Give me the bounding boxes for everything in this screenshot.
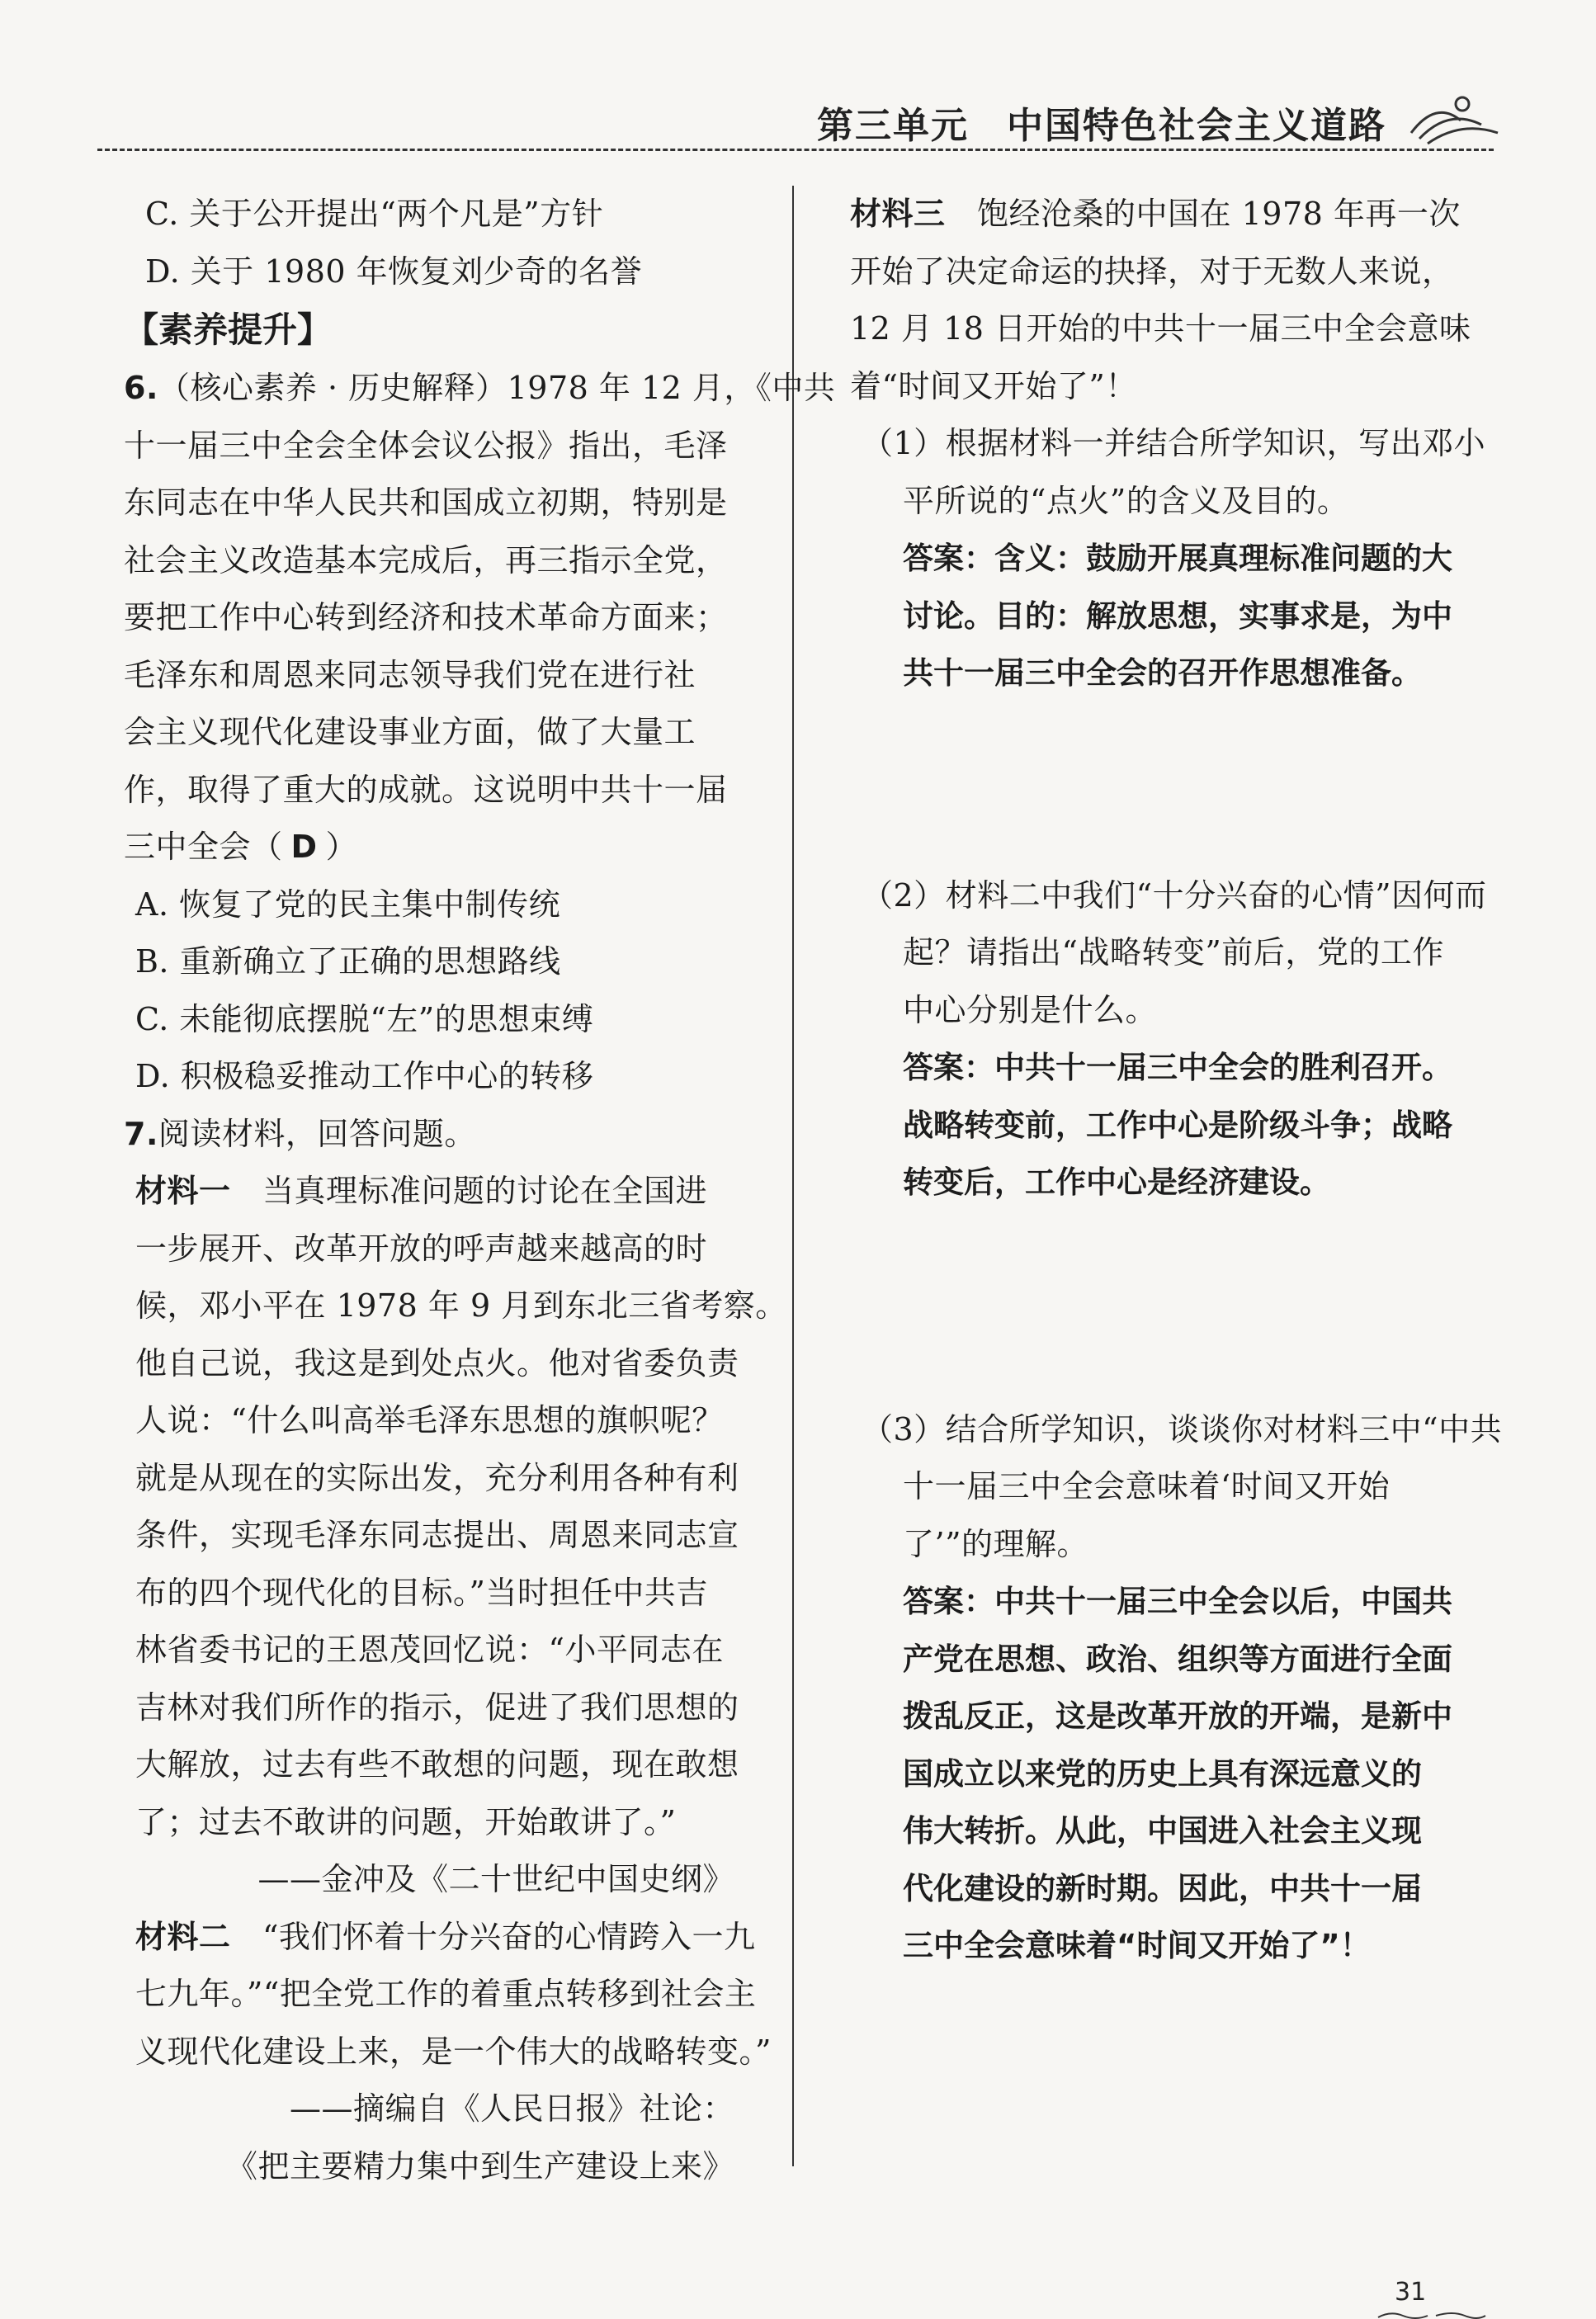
sub1-answer: 讨论。目的：解放思想，实事求是，为中 [903, 597, 1452, 634]
page-number: 31 [1395, 2278, 1427, 2307]
material-2-source: 《把主要精力集中到生产建设上来》 [225, 2147, 734, 2184]
material-2-line: 义现代化建设上来，是一个伟大的战略转变。” [135, 2033, 772, 2070]
material-3-line: 开始了决定命运的抉择，对于无数人来说， [850, 253, 1454, 290]
material-1-line: 人说：“什么叫高举毛泽东思想的旗帜呢？ [135, 1402, 724, 1438]
sub3-answer: 国成立以来党的历史上具有深远意义的 [903, 1755, 1422, 1792]
column-divider [792, 186, 794, 2166]
sub1-line: （1）根据材料一并结合所学知识，写出邓小 [862, 425, 1486, 461]
material-1-line: 就是从现在的实际出发，充分利用各种有利 [135, 1459, 739, 1496]
material-1-line: 布的四个现代化的目标。”当时担任中共吉 [135, 1574, 708, 1611]
q6-option-d: D. 积极稳妥推动工作中心的转移 [135, 1058, 594, 1094]
sub3-answer: 代化建设的新时期。因此，中共十一届 [903, 1870, 1422, 1906]
q6-line: 会主义现代化建设事业方面，做了大量工 [124, 714, 696, 750]
q6-line: 社会主义改造基本完成后，再三指示全党， [124, 541, 728, 579]
sub1-answer: 共十一届三中全会的召开作思想准备。 [903, 655, 1422, 691]
sub2-line: 中心分别是什么。 [903, 991, 1158, 1028]
material-1-line: 林省委书记的王恩茂回忆说：“小平同志在 [135, 1632, 724, 1668]
header-title: 第三单元 中国特色社会主义道路 [817, 105, 1386, 147]
material-1-line: 当真理标准问题的讨论在全国进 [230, 1173, 708, 1209]
sub-question-1 [850, 415, 1485, 702]
q6-stem-close: ） [325, 829, 358, 865]
sub-question-3 [850, 1401, 1503, 1975]
q6-line: 东同志在中华人民共和国成立初期，特别是 [124, 484, 728, 521]
material-3-label: 材料三 [850, 196, 946, 232]
sub1-answer: 答案：含义：鼓励开展真理标准问题的大 [903, 541, 1452, 576]
material-2-line: “我们怀着十分兴奋的心情跨入一九 [230, 1918, 756, 1955]
q6-line: 毛泽东和周恩来同志领导我们党在进行社 [124, 656, 696, 693]
question-6 [124, 360, 836, 1106]
header-rule [97, 149, 1494, 151]
material-3-line: 着“时间又开始了”！ [850, 367, 1137, 404]
left-column [124, 186, 836, 2195]
sub3-answer: 答案：中共十一届三中全会以后，中国共 [903, 1584, 1452, 1619]
sub3-answer: 拨乱反正，这是改革开放的开端，是新中 [903, 1698, 1452, 1734]
sub3-answer: 三中全会意味着“时间又开始了”！ [903, 1928, 1371, 1963]
q6-answer: D [290, 829, 318, 865]
material-2-line: 七九年。”“把全党工作的着重点转移到社会主 [135, 1976, 757, 2012]
material-1-line: 一步展开、改革开放的呼声越来越高的时 [135, 1230, 708, 1267]
sub3-answer: 产党在思想、政治、组织等方面进行全面 [903, 1641, 1452, 1677]
q6-number: 6. [124, 370, 158, 406]
sub2-answer: 答案：中共十一届三中全会的胜利召开。 [903, 1050, 1452, 1085]
sub3-line: 十一届三中全会意味着‘时间又开始 [903, 1468, 1391, 1504]
material-1-source: ——金冲及《二十世纪中国史纲》 [257, 1861, 734, 1897]
sub2-answer: 战略转变前，工作中心是阶级斗争；战略 [903, 1107, 1452, 1143]
q6-option-a: A. 恢复了党的民主集中制传统 [135, 886, 561, 923]
swirl-ornament-icon [1374, 2311, 1490, 2319]
sub2-line: （2）材料二中我们“十分兴奋的心情”因何而 [862, 876, 1487, 914]
material-1-line: 大解放，过去有些不敢想的问题，现在敢想 [135, 1746, 739, 1783]
sub1-line: 平所说的“点火”的含义及目的。 [903, 482, 1349, 519]
question-7 [124, 1106, 787, 2196]
q5-option-c: C. 关于公开提出“两个凡是”方针 [145, 196, 604, 232]
sub3-line: （3）结合所学知识，谈谈你对材料三中“中共 [862, 1410, 1503, 1448]
q5-option-d: D. 关于 1980 年恢复刘少奇的名誉 [145, 253, 643, 290]
sub-question-2 [850, 867, 1485, 1211]
q7-number: 7. [124, 1115, 158, 1152]
material-1-line: 条件，实现毛泽东同志提出、周恩来同志宣 [135, 1517, 739, 1553]
sub2-answer: 转变后，工作中心是经济建设。 [903, 1164, 1330, 1200]
q6-line: （核心素养 · 历史解释）1978 年 12 月，《中共 [158, 370, 836, 406]
q6-option-b: B. 重新确立了正确的思想路线 [135, 943, 561, 980]
sub3-answer: 伟大转折。从此，中国进入社会主义现 [903, 1813, 1422, 1849]
q6-option-c: C. 未能彻底摆脱“左”的思想束缚 [135, 1000, 594, 1037]
leaf-ornament-icon [1403, 87, 1502, 145]
material-1-label: 材料一 [135, 1173, 231, 1209]
material-1-line: 候，邓小平在 1978 年 9 月到东北三省考察。 [135, 1287, 787, 1324]
sub3-line: 了’”的理解。 [903, 1525, 1089, 1562]
material-2-source: ——摘编自《人民日报》社论： [289, 2090, 734, 2127]
right-column [850, 186, 1503, 1975]
q6-line: 十一届三中全会全体会议公报》指出，毛泽 [124, 427, 728, 464]
q6-line: 作，取得了重大的成就。这说明中共十一届 [124, 771, 728, 808]
material-1-line: 他自己说，我这是到处点火。他对省委负责 [135, 1344, 739, 1381]
material-1-line: 吉林对我们所作的指示，促进了我们思想的 [135, 1688, 739, 1726]
q7-prompt: 阅读材料，回答问题。 [158, 1115, 476, 1152]
section-title: 【素养提升】 [124, 309, 333, 350]
q6-stem-end: 三中全会（ [124, 829, 283, 865]
material-3-line: 12 月 18 日开始的中共十一届三中全会意味 [850, 310, 1471, 347]
material-1-line: 了；过去不敢讲的问题，开始敢讲了。” [135, 1803, 677, 1840]
q6-line: 要把工作中心转到经济和技术革命方面来； [124, 599, 728, 635]
sub2-line: 起？请指出“战略转变”前后，党的工作 [903, 934, 1444, 971]
material-3-line: 饱经沧桑的中国在 1978 年再一次 [945, 196, 1461, 232]
material-2-label: 材料二 [135, 1918, 231, 1955]
